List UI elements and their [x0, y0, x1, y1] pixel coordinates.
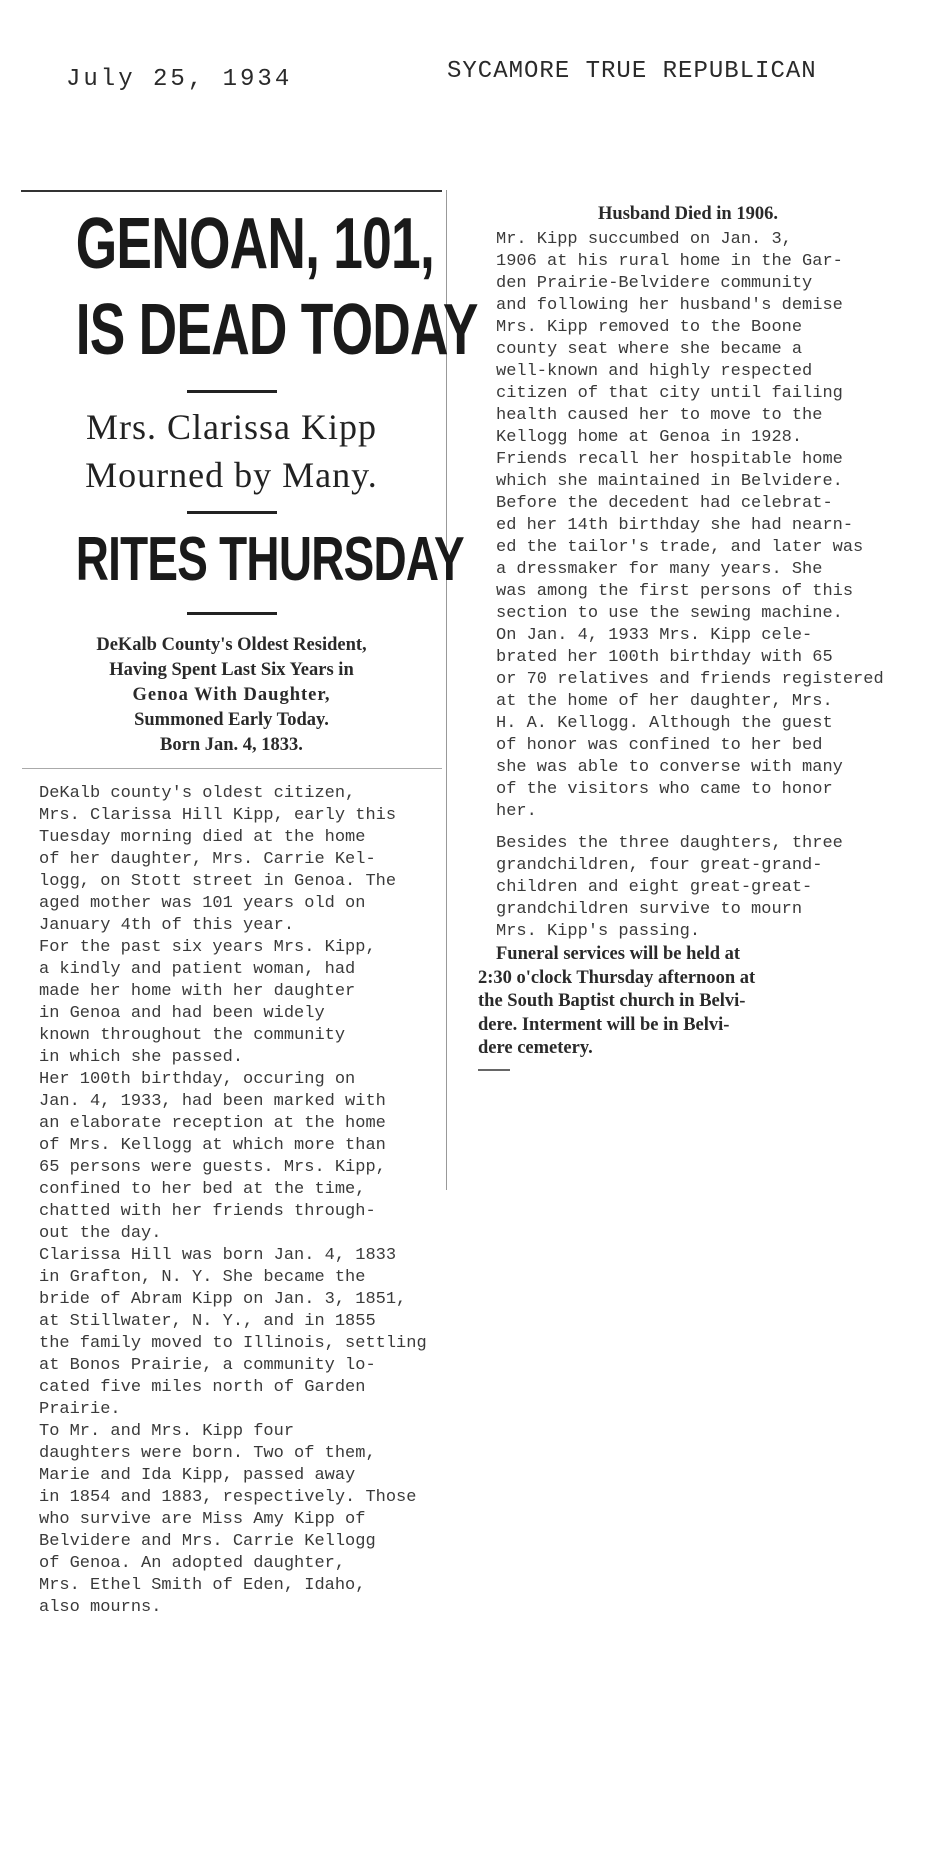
text-line: Prairie. — [39, 1400, 121, 1419]
text-line: For the past six years Mrs. Kipp, — [39, 938, 376, 957]
text-line: Mrs. Kipp removed to the Boone — [496, 318, 803, 337]
text-line: at Bonos Prairie, a community lo- — [39, 1356, 376, 1375]
text-line: an elaborate reception at the home — [39, 1114, 386, 1133]
text-line: Belvidere and Mrs. Carrie Kellogg — [39, 1532, 376, 1551]
text-line: or 70 relatives and friends registered — [496, 670, 884, 689]
paragraph — [21, 1245, 442, 1421]
text-line: Before the decedent had celebrat- — [496, 494, 833, 513]
text-line: who survive are Miss Amy Kipp of — [39, 1510, 366, 1529]
text-line: known throughout the community — [39, 1026, 346, 1045]
text-line: Mrs. Kipp's passing. — [496, 922, 701, 941]
text-line: January 4th of this year. — [39, 916, 295, 935]
text-line: Friends recall her hospitable home — [496, 450, 843, 469]
paragraph — [478, 833, 898, 943]
headline-rites: RITES THURSDAY — [75, 525, 464, 594]
subdeck — [21, 633, 442, 758]
text-line: cated five miles north of Garden — [39, 1378, 366, 1397]
text-line: county seat where she became a — [496, 340, 803, 359]
right-column — [478, 204, 898, 1071]
newspaper-name: SYCAMORE TRUE REPUBLICAN — [447, 58, 817, 85]
text-line: Mrs. Ethel Smith of Eden, Idaho, — [39, 1576, 366, 1595]
text-line: citizen of that city until failing — [496, 384, 843, 403]
paragraph — [21, 783, 442, 937]
text-line: DeKalb county's oldest citizen, — [39, 784, 356, 803]
dateline: July 25, 1934 — [66, 66, 293, 93]
text-line: ed her 14th birthday she had nearn- — [496, 516, 854, 535]
subdeck-line: Having Spent Last Six Years in — [109, 660, 354, 680]
text-line: Mr. Kipp succumbed on Jan. 3, — [496, 230, 792, 249]
paragraph — [478, 493, 898, 625]
subdeck-line: Born Jan. 4, 1833. — [160, 735, 303, 755]
text-line: Funeral services will be held at — [496, 944, 741, 964]
text-line: Tuesday morning died at the home — [39, 828, 366, 847]
text-line: and following her husband's demise — [496, 296, 843, 315]
text-line: 2:30 o'clock Thursday afternoon at — [478, 967, 756, 988]
text-line: the South Baptist church in Belvi- — [478, 991, 746, 1011]
text-line: in Genoa and had been widely — [39, 1004, 325, 1023]
text-line: she was able to converse with many — [496, 758, 843, 777]
text-line: brated her 100th birthday with 65 — [496, 648, 833, 667]
text-line: of the visitors who came to honor — [496, 780, 833, 799]
headline-line-2: IS DEAD TODAY — [75, 290, 478, 370]
text-line: in which she passed. — [39, 1048, 244, 1067]
text-line: grandchildren, four great-grand- — [496, 856, 823, 875]
text-line: Marie and Ida Kipp, passed away — [39, 1466, 356, 1485]
subdeck-line: Genoa With Daughter, — [132, 685, 331, 705]
text-line: den Prairie-Belvidere community — [496, 274, 813, 293]
text-line: ed the tailor's trade, and later was — [496, 538, 864, 557]
text-line: section to use the sewing machine. — [496, 604, 843, 623]
text-line: a dressmaker for many years. She — [496, 560, 823, 579]
subdeck-line: DeKalb County's Oldest Resident, — [96, 635, 367, 655]
left-column — [21, 190, 478, 1619]
text-line: out the day. — [39, 1224, 162, 1243]
text-line: 1906 at his rural home in the Gar- — [496, 252, 843, 271]
article-body-right — [478, 229, 898, 943]
text-line: H. A. Kellogg. Although the guest — [496, 714, 833, 733]
text-line: aged mother was 101 years old on — [39, 894, 366, 913]
subdeck-line: Summoned Early Today. — [134, 710, 329, 730]
text-line: at Stillwater, N. Y., and in 1855 — [39, 1312, 376, 1331]
text-line: made her home with her daughter — [39, 982, 356, 1001]
text-line: To Mr. and Mrs. Kipp four — [39, 1422, 295, 1441]
text-line: Clarissa Hill was born Jan. 4, 1833 — [39, 1246, 397, 1265]
text-line: daughters were born. Two of them, — [39, 1444, 376, 1463]
funeral-paragraph — [478, 943, 898, 1061]
text-line: the family moved to Illinois, settling — [39, 1334, 427, 1353]
text-line: of honor was confined to her bed — [496, 736, 823, 755]
text-line: in 1854 and 1883, respectively. Those — [39, 1488, 417, 1507]
paragraph — [21, 1069, 442, 1245]
text-line: children and eight great-great- — [496, 878, 813, 897]
text-line: of Mrs. Kellogg at which more than — [39, 1136, 386, 1155]
text-line: On Jan. 4, 1933 Mrs. Kipp cele- — [496, 626, 813, 645]
text-line: Kellogg home at Genoa in 1928. — [496, 428, 803, 447]
text-line: which she maintained in Belvidere. — [496, 472, 843, 491]
deck-line-2: Mourned by Many. — [85, 455, 378, 495]
text-line: was among the first persons of this — [496, 582, 854, 601]
deck-line-1: Mrs. Clarissa Kipp — [86, 407, 377, 447]
text-line: a kindly and patient woman, had — [39, 960, 356, 979]
headline-line-1: GENOAN, 101, — [75, 204, 435, 284]
text-line: dere. Interment will be in Belvi- — [478, 1014, 730, 1035]
text-line: well-known and highly respected — [496, 362, 813, 381]
text-line: health caused her to move to the — [496, 406, 823, 425]
end-mark — [478, 1069, 510, 1071]
text-line: also mourns. — [39, 1598, 162, 1617]
text-line: of her daughter, Mrs. Carrie Kel- — [39, 850, 376, 869]
text-line: Besides the three daughters, three — [496, 834, 843, 853]
text-line: in Grafton, N. Y. She became the — [39, 1268, 366, 1287]
text-line: confined to her bed at the time, — [39, 1180, 366, 1199]
column-top-rule — [21, 190, 442, 192]
text-line: at the home of her daughter, Mrs. — [496, 692, 833, 711]
text-line: logg, on Stott street in Genoa. The — [39, 872, 397, 891]
text-line: Jan. 4, 1933, had been marked with — [39, 1092, 386, 1111]
text-line: of Genoa. An adopted daughter, — [39, 1554, 346, 1573]
article-body-left — [21, 783, 442, 1619]
text-line: grandchildren survive to mourn — [496, 900, 803, 919]
text-line: her. — [496, 802, 537, 821]
text-line: Her 100th birthday, occuring on — [39, 1070, 356, 1089]
text-line: dere cemetery. — [478, 1038, 593, 1058]
text-line: chatted with her friends through- — [39, 1202, 376, 1221]
paragraph — [21, 937, 442, 1069]
subhead: Husband Died in 1906. — [598, 204, 778, 224]
text-line: bride of Abram Kipp on Jan. 3, 1851, — [39, 1290, 407, 1309]
paragraph — [478, 625, 898, 823]
text-line: Mrs. Clarissa Hill Kipp, early this — [39, 806, 397, 825]
paragraph — [478, 229, 898, 493]
text-line: 65 persons were guests. Mrs. Kipp, — [39, 1158, 386, 1177]
paragraph — [21, 1421, 442, 1619]
